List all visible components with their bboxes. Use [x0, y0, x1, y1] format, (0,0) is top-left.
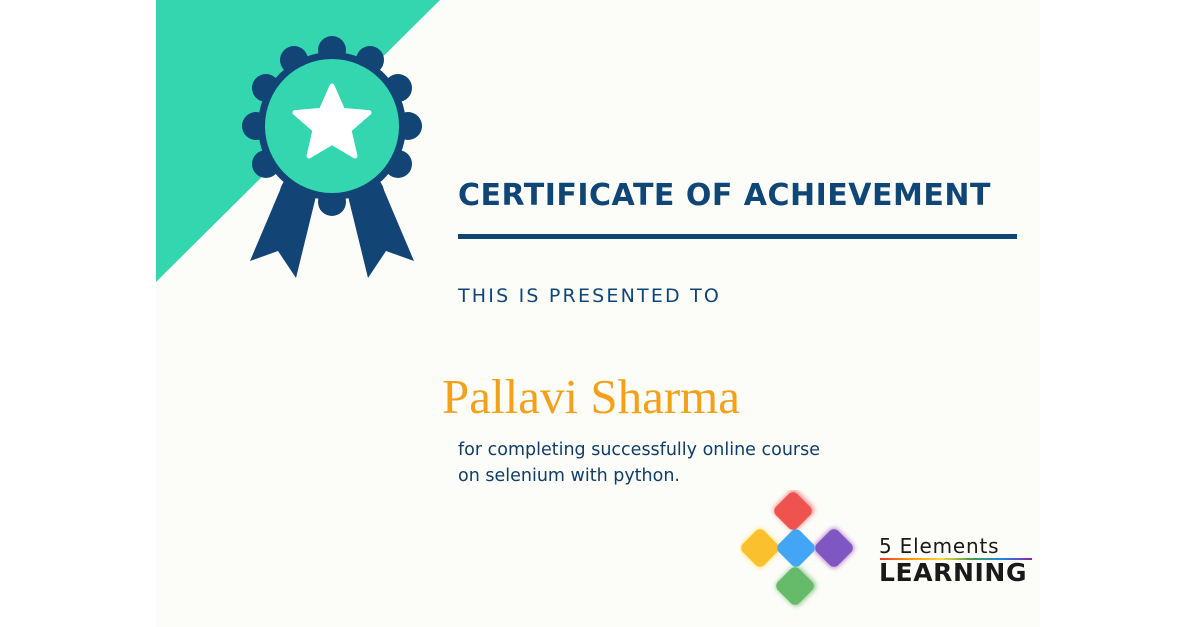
logo-text-line-2: LEARNING	[879, 558, 1028, 587]
logo-text-line-1: 5 Elements	[879, 534, 1000, 558]
award-ribbon-icon	[242, 36, 422, 281]
five-elements-learning-logo	[740, 490, 1040, 620]
recipient-name: Pallavi Sharma	[442, 369, 741, 424]
description-line-2: on selenium with python.	[458, 466, 680, 486]
description-line-1: for completing successfully online course	[458, 440, 821, 460]
title-divider	[458, 234, 1017, 239]
five-elements-logo-icon	[740, 490, 870, 620]
presented-to-label: THIS IS PRESENTED TO	[458, 285, 722, 307]
certificate-title: CERTIFICATE OF ACHIEVEMENT	[458, 178, 991, 213]
certificate	[156, 0, 1040, 627]
achievement-description	[458, 437, 878, 489]
